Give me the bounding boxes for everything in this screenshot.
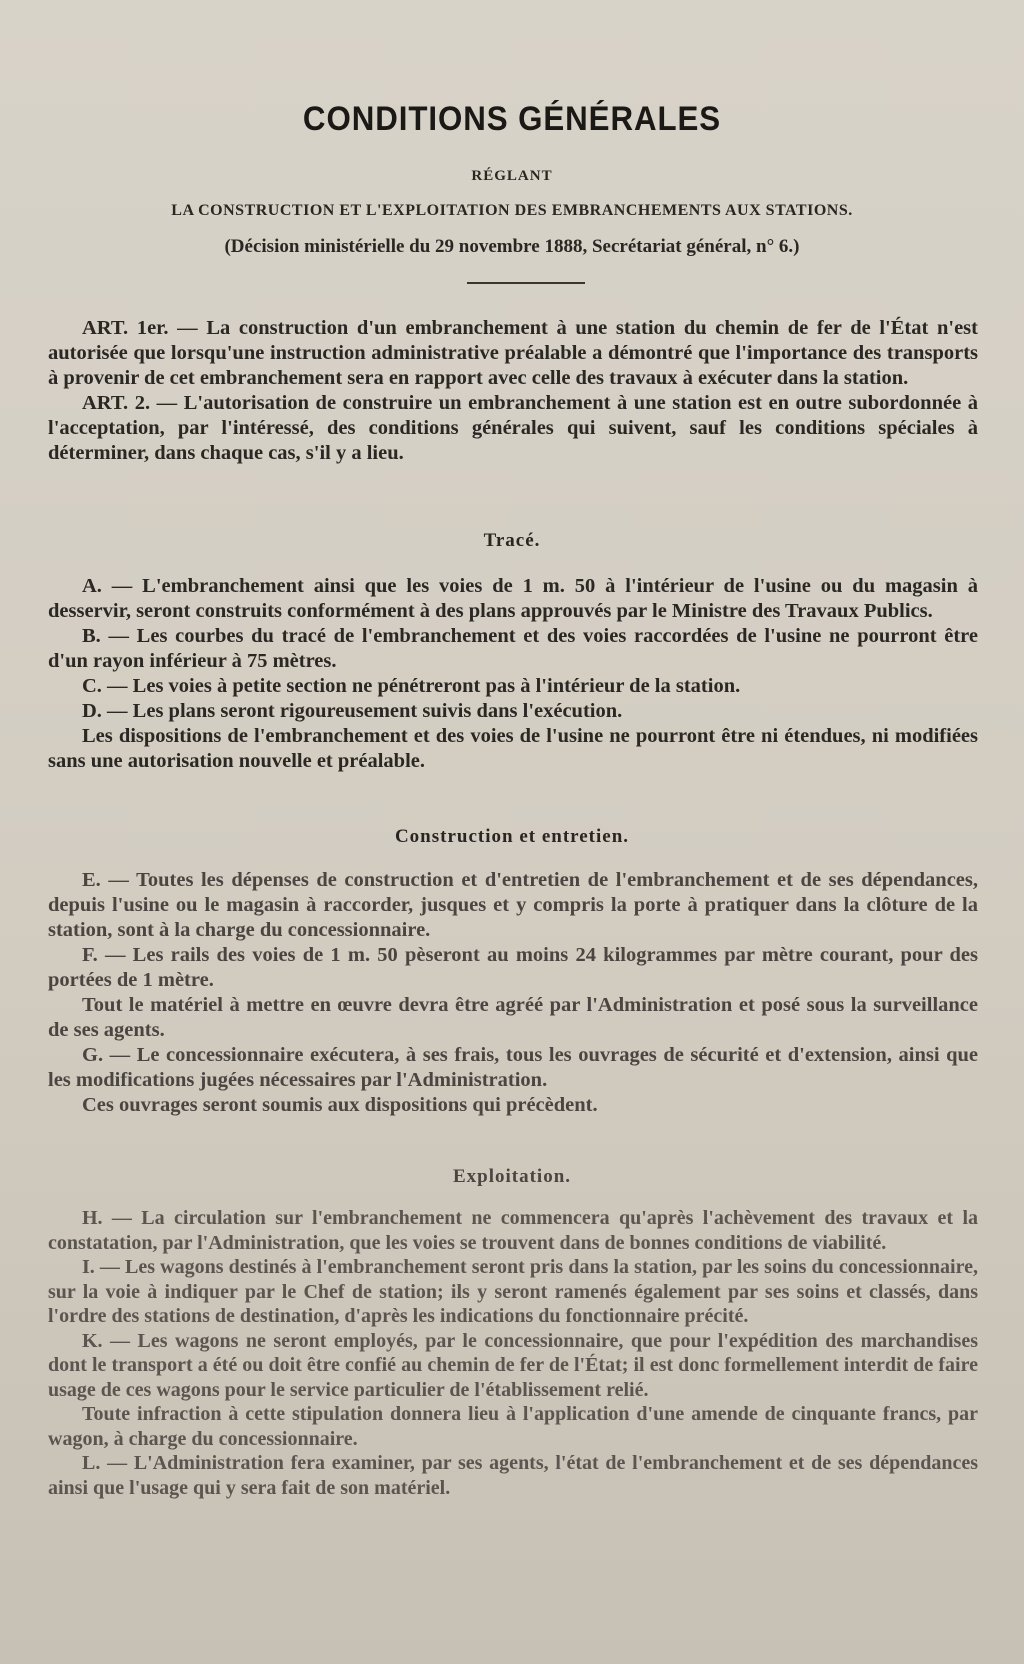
clause-d-note: Les dispositions de l'embranchement et des voies de l'usine ne pourront être ni étendues, ni modifiées sans une autorisation nouvelle et préalable. (48, 725, 978, 772)
title-divider (467, 282, 585, 284)
construction-block (48, 868, 978, 1118)
clause-f: F. — Les rails des voies de 1 m. 50 pèseront au moins 24 kilogrammes par mètre courant, pour des portées de 1 mètre. (48, 944, 978, 991)
clause-b: B. — Les courbes du tracé de l'embranchement et des voies raccordées de l'usine ne pourront être d'un rayon inférieur à 75 mètres. (48, 625, 978, 672)
section-heading-trace: Tracé. (483, 530, 541, 551)
clause-f-note: Tout le matériel à mettre en œuvre devra être agréé par l'Administration et posé sous la surveillance de ses agents. (48, 994, 978, 1041)
articles-block (48, 316, 978, 466)
clause-c: C. — Les voies à petite section ne pénétreront pas à l'intérieur de la station. (82, 675, 741, 697)
decision-reference: (Décision ministérielle du 29 novembre 1888, Secrétariat général, n° 6.) (224, 236, 800, 257)
clause-g: G. — Le concessionnaire exécutera, à ses frais, tous les ouvrages de sécurité et d'extension, ainsi que les modifications jugées nécessaires par l'Administration. (48, 1044, 978, 1091)
document-heading: LA CONSTRUCTION ET L'EXPLOITATION DES EMBRANCHEMENTS AUX STATIONS. (171, 202, 853, 219)
clause-k-note: Toute infraction à cette stipulation donnera lieu à l'application d'une amende de cinquante francs, par wagon, à charge du concessionnaire. (48, 1403, 978, 1450)
article-1: ART. 1er. — La construction d'un embranchement à une station du chemin de fer de l'État n'est autorisée que lorsqu'une instruction administrative préalable a démontré que l'importance des transports à provenir de cet embranchement sera en rapport avec celle des travaux à exécuter dans la station. (48, 317, 978, 389)
clause-i: I. — Les wagons destinés à l'embranchement seront pris dans la station, par les soins du concessionnaire, sur la voie à indiquer par le Chef de station; ils y seront ramenés également par ses soins et classés, dans l'ordre des stations de destination, d'après les indications du fonctionnaire précité. (48, 1256, 978, 1327)
article-2: ART. 2. — L'autorisation de construire un embranchement à une station est en outre subordonnée à l'acceptation, par l'intéressé, des conditions générales qui suivent, sauf les conditions spéciales à déterminer, dans chaque cas, s'il y a lieu. (48, 392, 978, 464)
exploitation-block (48, 1206, 978, 1500)
document-subtitle: RÉGLANT (471, 168, 553, 184)
clause-d: D. — Les plans seront rigoureusement suivis dans l'exécution. (82, 700, 623, 722)
section-heading-construction: Construction et entretien. (394, 826, 630, 847)
document-title: CONDITIONS GÉNÉRALES (302, 100, 722, 138)
section-heading-exploitation: Exploitation. (452, 1166, 572, 1187)
clause-g-note: Ces ouvrages seront soumis aux dispositions qui précèdent. (82, 1094, 598, 1116)
clause-e: E. — Toutes les dépenses de construction et d'entretien de l'embranchement et de ses dépendances, depuis l'usine ou le magasin à raccorder, jusques et y compris la porte à pratiquer dans la clôture de la station, sont à la charge du concessionnaire. (48, 869, 978, 941)
clause-a: A. — L'embranchement ainsi que les voies de 1 m. 50 à l'intérieur de l'usine ou du magasin à desservir, seront construits conformément à des plans approuvés par le Ministre des Travaux Publics. (48, 575, 978, 622)
clause-k: K. — Les wagons ne seront employés, par le concessionnaire, que pour l'expédition des marchandises dont le transport a été ou doit être confié au chemin de fer de l'État; il est donc formellement interdit de faire usage de ces wagons pour le service particulier de l'établissement relié. (48, 1329, 978, 1401)
trace-block (48, 574, 978, 774)
clause-l: L. — L'Administration fera examiner, par ses agents, l'état de l'embranchement et de ses dépendances ainsi que l'usage qui y sera fait de son matériel. (48, 1452, 978, 1499)
clause-h: H. — La circulation sur l'embranchement ne commencera qu'après l'achèvement des travaux et la constatation, par l'Administration, que les voies se trouvent dans de bonnes conditions de viabilité. (48, 1207, 978, 1254)
